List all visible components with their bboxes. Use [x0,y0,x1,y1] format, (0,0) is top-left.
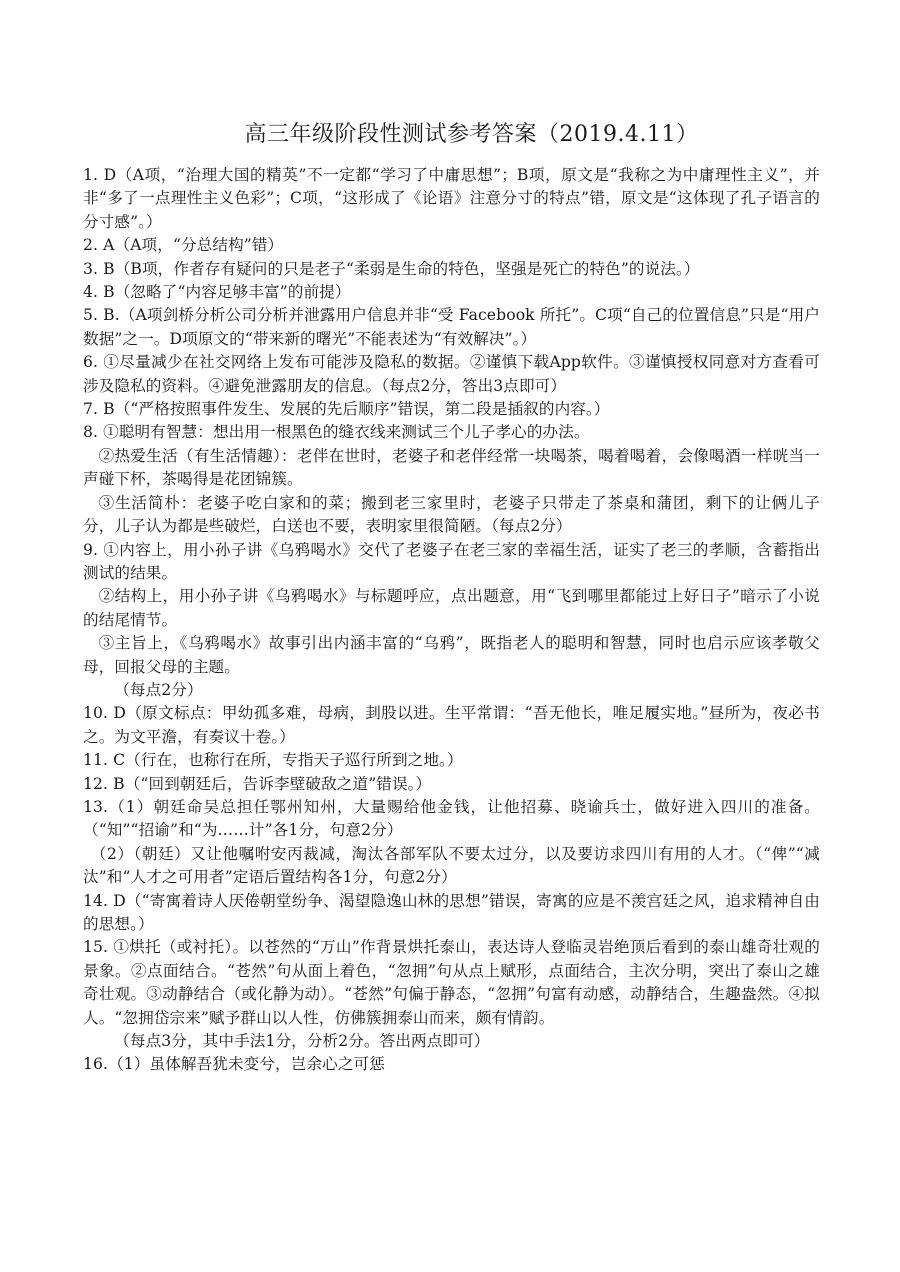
answer-9-scoring-note: （每点2分） [114,680,203,699]
answer-3: 3. B（B项，作者存有疑问的只是老子“柔弱是生命的特色，坚强是死亡的特色”的说法。） [83,259,700,278]
answer-4: 4. B（忽略了“内容足够丰富”的前提） [83,283,351,302]
answer-8-point-2: ②热爱生活（有生活情趣）：老伴在世时，老婆子和老伴经常一块喝茶，喝着喝着，会像喝酒一样咣当一声碰下杯，茶喝得是花团锦簇。 [83,446,820,489]
answer-11: 11. C（行在，也称行在所，专指天子巡行所到之地。） [83,751,463,770]
answer-9-point-3: ③主旨上，《乌鸦喝水》故事引出内涵丰富的“乌鸦”，既指老人的聪明和智慧，同时也启示应该孝敬父母，回报父母的主题。 [83,634,820,676]
answer-16-part-1: 16.（1）虽体解吾犹未变兮，岂余心之可惩 [83,1055,385,1074]
answer-7: 7. B（“严格按照事件发生、发展的先后顺序”错误，第二段是插叙的内容。） [83,400,610,419]
answer-9-point-1: 9. ①内容上，用小孙子讲《乌鸦喝水》交代了老婆子在老三家的幸福生活，证实了老三的孝顺，含蓄指出测试的结果。 [83,540,820,582]
document-title: 高三年级阶段性测试参考答案（2019.4.11） [244,122,699,147]
answer-13-part-2: （2）（朝廷）又让他嘱咐安丙裁减，淘汰各部军队不要太过分，以及要访求四川有用的人才。（“俾”“减汰”和“人才之可用者”定语后置结构各1分，句意2分） [83,844,820,887]
answer-2: 2. A（A项，“分总结构”错） [83,236,284,255]
answer-6: 6. ①尽量减少在社交网络上发布可能涉及隐私的数据。②谨慎下载App软件。③谨慎授权同意对方查看可涉及隐私的资料。④避免泄露朋友的信息。（每点2分，答出3点即可） [83,353,820,395]
answer-14: 14. D（“寄寓着诗人厌倦朝堂纷争、渴望隐逸山林的思想”错误，寄寓的应是不羡宫廷之风，追求精神自由的思想。） [83,891,820,933]
answer-15-scoring-note: （每点3分，其中手法1分，分析2分。答出两点即可） [114,1032,490,1051]
answer-12: 12. B（“回到朝廷后，告诉李壁破敌之道”错误。） [83,774,432,793]
answer-15: 15. ①烘托（或衬托）。以苍然的“万山”作背景烘托泰山，表达诗人登临灵岩绝顶后看到的泰山雄奇壮观的景象。②点面结合。“苍然”句从面上着色，“忽拥”句从点上赋形，点面结合，主次分明，突出了泰山之雄奇壮观。③动静结合（或化静为动）。“苍然”句偏于静态，“忽拥”句富有动感，动静结合，生趣盎然。④拟人。“忽拥岱宗来”赋予群山以人性，仿佛簇拥泰山而来，颇有情韵。 [83,938,820,1027]
answer-9-point-2: ②结构上，用小孙子讲《乌鸦喝水》与标题呼应，点出题意，用“飞到哪里都能过上好日子”暗示了小说的结尾情节。 [83,587,820,629]
answer-list [83,164,820,1077]
answer-8-point-3: ③生活简朴：老婆子吃白家和的菜；搬到老三家里时，老婆子只带走了茶桌和蒲团，剩下的让俩儿子分，儿子认为都是些破烂，白送也不要，表明家里很简陋。（每点2分） [83,493,820,536]
answer-10: 10. D（原文标点：甲幼孤多难，母病，刲股以进。生平常谓：“吾无他长，唯足履实地。”昼所为，夜必书之。为文平澹，有奏议十卷。） [83,704,820,746]
answer-8-point-1: 8. ①聪明有智慧：想出用一根黑色的缝衣线来测试三个儿子孝心的办法。 [83,423,590,442]
answer-1: 1. D（A项，“治理大国的精英”不一定都“学习了中庸思想”；B项，原文是“我称之为中庸理性主义”，并非“多了一点理性主义色彩”；C项，“这形成了《论语》注意分寸的特点”错，原文是“这体现了孔子语言的分寸感”。） [83,166,820,231]
answer-5: 5. B.（A项剑桥分析公司分析并泄露用户信息并非“受 Facebook 所托”。C项“自己的位置信息”只是“用户数据”之一。D项原文的“带来新的曙光”不能表述为“有效解决”。） [83,306,820,348]
answer-13-part-1: 13.（1）朝廷命吴总担任鄂州知州，大量赐给他金钱，让他招募、晓谕兵士，做好进入四川的准备。（“知”“招谕”和“为……计”各1分，句意2分） [83,797,820,840]
